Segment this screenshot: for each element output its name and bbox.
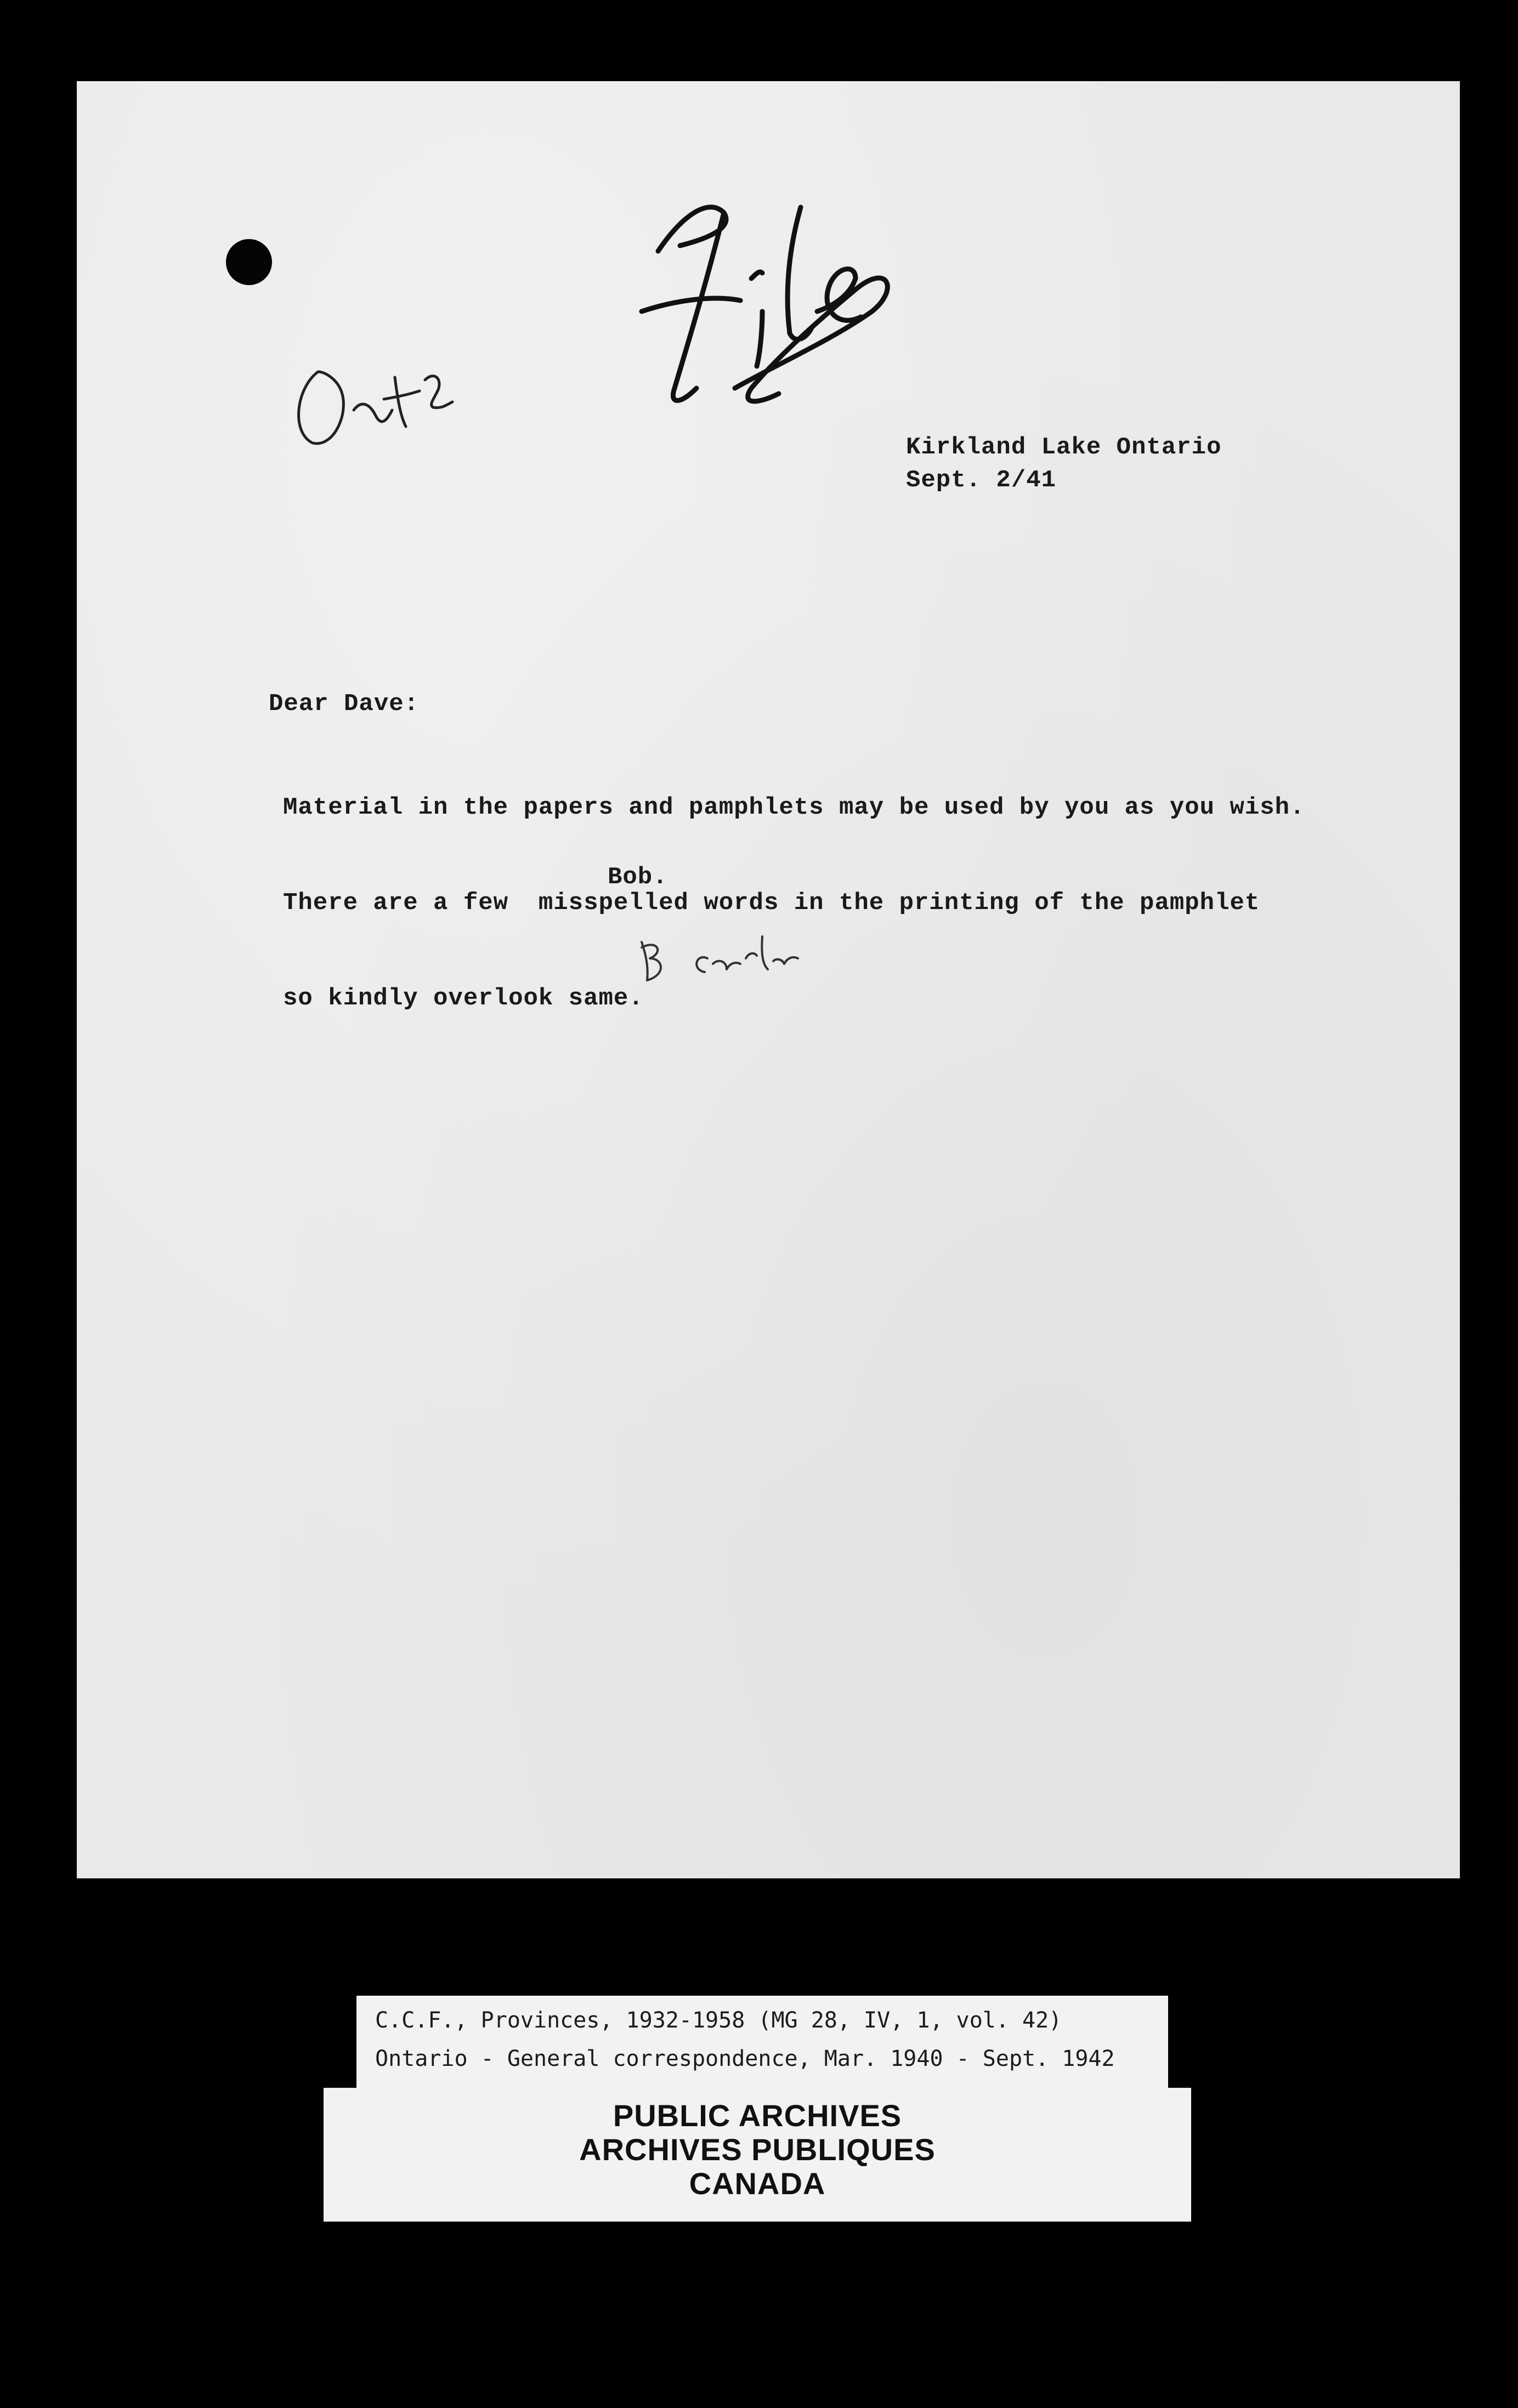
stamp-line: CANADA (689, 2166, 826, 2201)
collection-line: C.C.F., Provinces, 1932-1958 (MG 28, IV, 1, vol. 42) (375, 2008, 1062, 2033)
address-place: Kirkland Lake Ontario (906, 434, 1222, 461)
body-line: Material in the papers and pamphlets may be used by you as you wish. (283, 794, 1305, 821)
closing: Bob. (608, 864, 668, 891)
stamp-line: ARCHIVES PUBLIQUES (579, 2132, 936, 2167)
letter-body (283, 728, 1305, 1078)
letter-page (77, 81, 1460, 1878)
stamp-line: PUBLIC ARCHIVES (613, 2098, 902, 2133)
salutation: Dear Dave: (269, 690, 420, 718)
archive-reference-label (356, 1996, 1168, 2088)
file-line: Ontario - General correspondence, Mar. 1940 - Sept. 1942 (375, 2046, 1115, 2071)
margin-note-handwriting (299, 372, 452, 444)
address-date: Sept. 2/41 (906, 467, 1057, 494)
file-handwriting (642, 207, 887, 401)
body-line: so kindly overlook same. (283, 985, 644, 1012)
body-line: There are a few misspelled words in the printing of the pamphlet (283, 889, 1260, 917)
archive-stamp (324, 2088, 1191, 2222)
